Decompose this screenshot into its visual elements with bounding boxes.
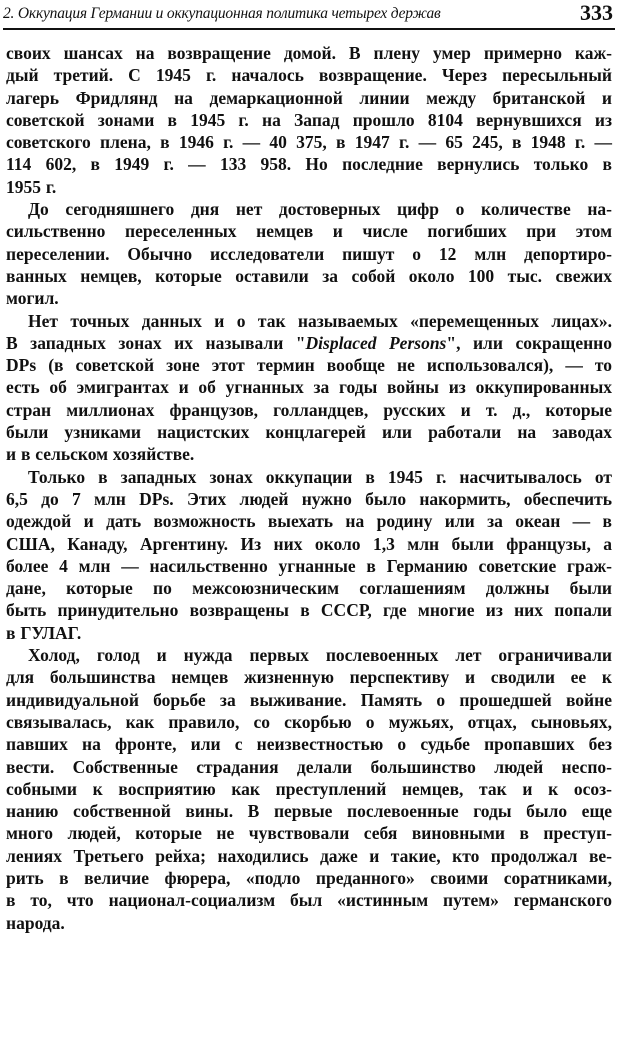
- text-line: могил.: [6, 288, 59, 309]
- page-number: 333: [580, 0, 613, 25]
- text-line: есть об эмигрантах и об угнанных за годы войны из оккупированных: [6, 377, 612, 398]
- running-title: 2. Оккупация Германии и оккупационная политика четырех держав: [3, 5, 441, 22]
- text-line: 6,5 до 7 млн DPs. Этих людей нужно было накормить, обеспечить: [6, 488, 612, 509]
- text-line: дане, которые по межсоюзническим соглашениям должны были: [6, 578, 612, 599]
- text-line: собными к восприятию как преступлений немцев, так и к осоз-: [6, 778, 612, 799]
- text-line: лагерь Фридлянд на демаркационной линии между британской и: [6, 87, 612, 108]
- paragraph: [6, 466, 612, 644]
- text-line: 114 602, в 1949 г. — 133 958. Но последние вернулись только в: [6, 154, 612, 175]
- paragraph: [6, 42, 612, 198]
- text-line: До сегодняшнего дня нет достоверных цифр о количестве на-: [28, 199, 612, 220]
- text-line: индивидуальной борьбе за выживание. Память о прошедшей войне: [6, 689, 612, 710]
- text-line: и в сельском хозяйстве.: [6, 444, 195, 465]
- text-line: нанию собственной вины. В первые послевоенные годы было еще: [6, 801, 612, 822]
- text-line: 1955 г.: [6, 176, 57, 197]
- text-line: стран миллионах французов, голландцев, русских и т. д., которые: [6, 399, 612, 420]
- text-line: ванных немцев, которые оставили за собой около 100 тыс. свежих: [6, 265, 612, 286]
- text-line: рить в величие фюрера, «подло преданного» своими соратниками,: [6, 867, 612, 888]
- text-line: Нет точных данных и о так называемых «перемещенных лицах».: [28, 310, 612, 331]
- text-line: сильственно переселенных немцев и числе погибших при этом: [6, 221, 612, 242]
- text-line: быть принудительно возвращены в СССР, где многие из них попали: [6, 600, 612, 621]
- text-line: связывалась, как правило, со скорбью о мужьях, отцах, сыновьях,: [6, 711, 612, 732]
- text-line: своих шансах на возвращение домой. В плену умер примерно каж-: [6, 43, 612, 63]
- text-line: DPs (в советской зоне этот термин вообще не использовался), — то: [6, 355, 612, 376]
- text-line: одеждой и дать возможность выехать на родину или за океан — в: [6, 511, 612, 532]
- text-line: были узниками нацистских концлагерей или работали на заводах: [6, 422, 612, 443]
- text-line: советского плена, в 1946 г. — 40 375, в 1947 г. — 65 245, в 1948 г. —: [6, 132, 612, 153]
- paragraph: [6, 198, 612, 309]
- text-line: павших на фронте, или с неизвестностью о судьбе пропавших без: [6, 734, 612, 755]
- text-line: переселении. Обычно исследователи пишут о 12 млн депортиро-: [6, 243, 612, 264]
- text-line: США, Канаду, Аргентину. Из них около 1,3 млн были французы, а: [6, 533, 612, 554]
- body-text: [6, 42, 612, 934]
- paragraph: [6, 644, 612, 934]
- text-line: много людей, которые не чувствовали себя виновными в преступ-: [6, 823, 612, 844]
- text-line: в ГУЛАГ.: [6, 622, 82, 643]
- text-line: советской зонами в 1945 г. на Запад прошло 8104 вернувшихся из: [6, 109, 612, 130]
- text-line: вести. Собственные страдания делали большинство людей неспо-: [6, 756, 612, 777]
- page-header: [3, 2, 615, 30]
- text-line: Холод, голод и нужда первых послевоенных лет ограничивали: [28, 645, 612, 666]
- paragraph: [6, 310, 612, 466]
- text-line: дый третий. С 1945 г. началось возвращение. Через пересыльный: [6, 65, 612, 86]
- text-line: в то, что национал-социализм был «истинным путем» германского: [6, 890, 612, 911]
- text-line: Только в западных зонах оккупации в 1945 г. насчитывалось от: [28, 466, 612, 487]
- text-line: В западных зонах их называли "Displaced Persons", или сокращенно: [6, 332, 612, 353]
- text-line: народа.: [6, 912, 65, 933]
- text-line: для большинства немцев жизненную перспективу и сводили ее к: [6, 667, 612, 688]
- text-line: лениях Третьего рейха; находились даже и такие, кто продолжал ве-: [6, 845, 612, 866]
- text-line: более 4 млн — насильственно угнанные в Германию советские граж-: [6, 555, 612, 576]
